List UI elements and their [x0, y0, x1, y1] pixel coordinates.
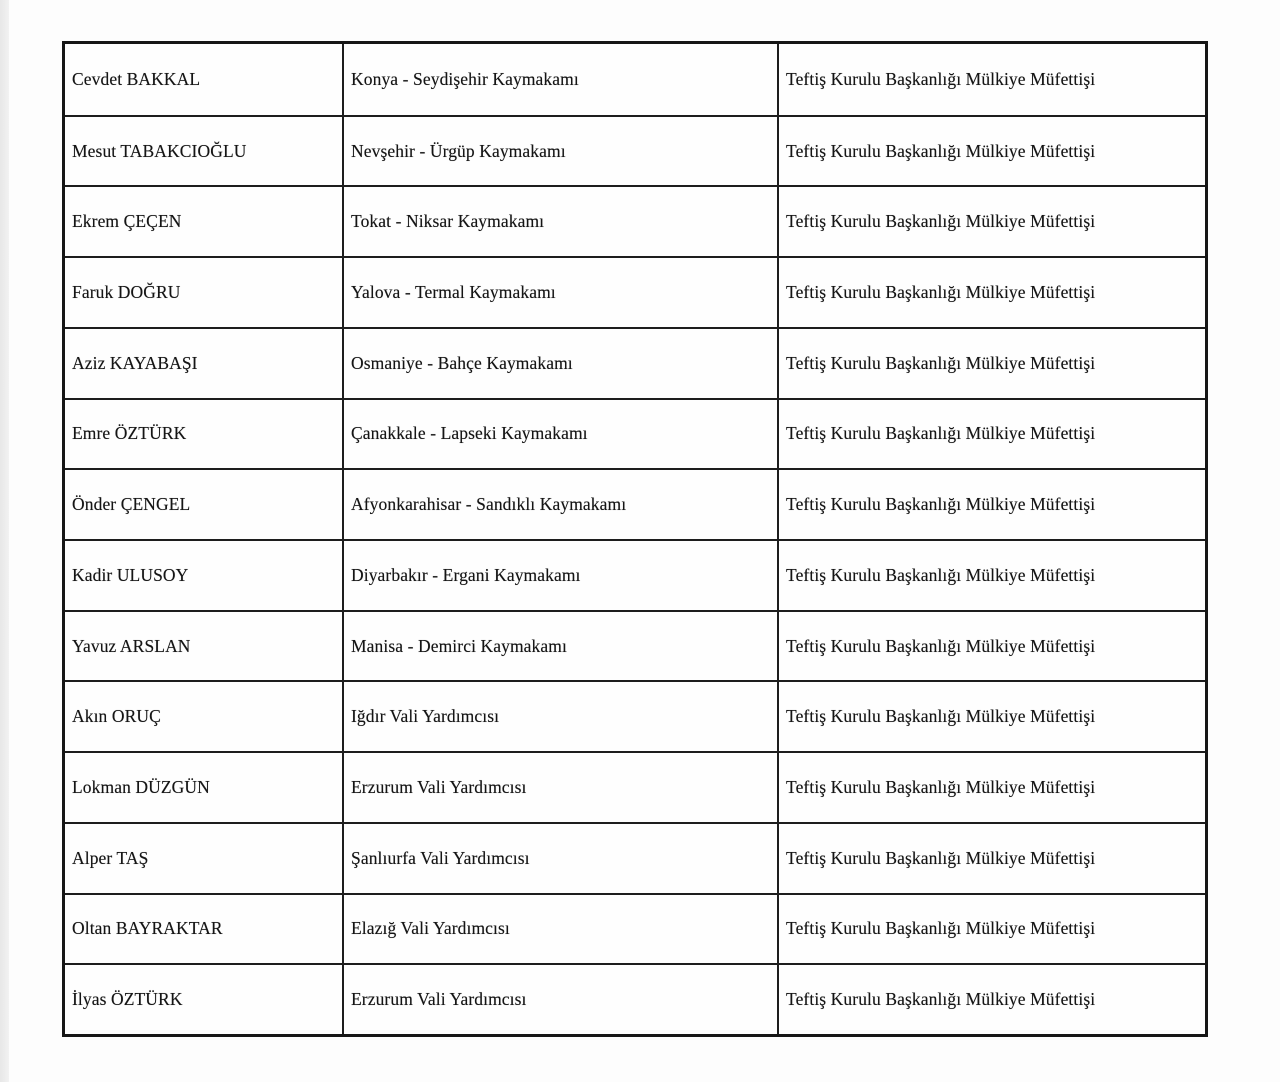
current-position-cell: Osmaniye - Bahçe Kaymakamı: [342, 329, 777, 398]
new-position-cell: Teftiş Kurulu Başkanlığı Mülkiye Müfettişi: [777, 541, 1205, 610]
name-cell: Cevdet BAKKAL: [72, 68, 201, 89]
table-row: [65, 468, 1205, 539]
table-row: [65, 680, 1205, 751]
name-cell: Emre ÖZTÜRK: [72, 423, 187, 444]
table-row: [65, 398, 1205, 469]
table-row: [65, 963, 1205, 1034]
current-position-cell: Konya - Seydişehir Kaymakamı: [342, 44, 777, 115]
new-position-cell: Teftiş Kurulu Başkanlığı Mülkiye Müfettişi: [777, 470, 1205, 539]
table-row: [65, 610, 1205, 681]
name-cell: Mesut TABAKCIOĞLU: [72, 140, 247, 161]
table-row: [65, 327, 1205, 398]
new-position-cell: Teftiş Kurulu Başkanlığı Mülkiye Müfettişi: [777, 329, 1205, 398]
name-cell: Lokman DÜZGÜN: [72, 776, 210, 797]
table-row: [65, 185, 1205, 256]
name-cell: Alper TAŞ: [72, 847, 149, 868]
new-position-cell: Teftiş Kurulu Başkanlığı Mülkiye Müfettişi: [777, 44, 1205, 115]
current-position-cell: Şanlıurfa Vali Yardımcısı: [342, 824, 777, 893]
current-position-cell: Elazığ Vali Yardımcısı: [342, 895, 777, 964]
name-cell: Yavuz ARSLAN: [72, 635, 191, 656]
table-row: [65, 539, 1205, 610]
current-position-cell: Erzurum Vali Yardımcısı: [342, 753, 777, 822]
name-cell: Önder ÇENGEL: [72, 494, 191, 515]
name-cell: Ekrem ÇEÇEN: [72, 211, 182, 232]
new-position-cell: Teftiş Kurulu Başkanlığı Mülkiye Müfettişi: [777, 753, 1205, 822]
new-position-cell: Teftiş Kurulu Başkanlığı Mülkiye Müfettişi: [777, 612, 1205, 681]
current-position-cell: Çanakkale - Lapseki Kaymakamı: [342, 400, 777, 469]
new-position-cell: Teftiş Kurulu Başkanlığı Mülkiye Müfettişi: [777, 258, 1205, 327]
name-cell: İlyas ÖZTÜRK: [72, 989, 183, 1010]
current-position-cell: Diyarbakır - Ergani Kaymakamı: [342, 541, 777, 610]
new-position-cell: Teftiş Kurulu Başkanlığı Mülkiye Müfettişi: [777, 187, 1205, 256]
current-position-cell: Erzurum Vali Yardımcısı: [342, 965, 777, 1034]
current-position-cell: Iğdır Vali Yardımcısı: [342, 682, 777, 751]
new-position-cell: Teftiş Kurulu Başkanlığı Mülkiye Müfettişi: [777, 895, 1205, 964]
current-position-cell: Afyonkarahisar - Sandıklı Kaymakamı: [342, 470, 777, 539]
name-cell: Faruk DOĞRU: [72, 281, 181, 302]
appointments-table: [62, 41, 1208, 1037]
table-row: [65, 822, 1205, 893]
new-position-cell: Teftiş Kurulu Başkanlığı Mülkiye Müfettişi: [777, 117, 1205, 186]
scanner-edge-artifact: [0, 0, 9, 1082]
new-position-cell: Teftiş Kurulu Başkanlığı Mülkiye Müfettişi: [777, 400, 1205, 469]
table-row: [65, 751, 1205, 822]
new-position-cell: Teftiş Kurulu Başkanlığı Mülkiye Müfettişi: [777, 824, 1205, 893]
current-position-cell: Yalova - Termal Kaymakamı: [342, 258, 777, 327]
name-cell: Aziz KAYABAŞI: [72, 352, 198, 373]
name-cell: Kadir ULUSOY: [72, 564, 189, 585]
new-position-cell: Teftiş Kurulu Başkanlığı Mülkiye Müfettişi: [777, 682, 1205, 751]
current-position-cell: Tokat - Niksar Kaymakamı: [342, 187, 777, 256]
name-cell: Akın ORUÇ: [72, 706, 161, 727]
table-row: [65, 893, 1205, 964]
new-position-cell: Teftiş Kurulu Başkanlığı Mülkiye Müfettişi: [777, 965, 1205, 1034]
table-row: [65, 256, 1205, 327]
table-row: [65, 44, 1205, 115]
current-position-cell: Nevşehir - Ürgüp Kaymakamı: [342, 117, 777, 186]
table-row: [65, 115, 1205, 186]
current-position-cell: Manisa - Demirci Kaymakamı: [342, 612, 777, 681]
name-cell: Oltan BAYRAKTAR: [72, 918, 223, 939]
